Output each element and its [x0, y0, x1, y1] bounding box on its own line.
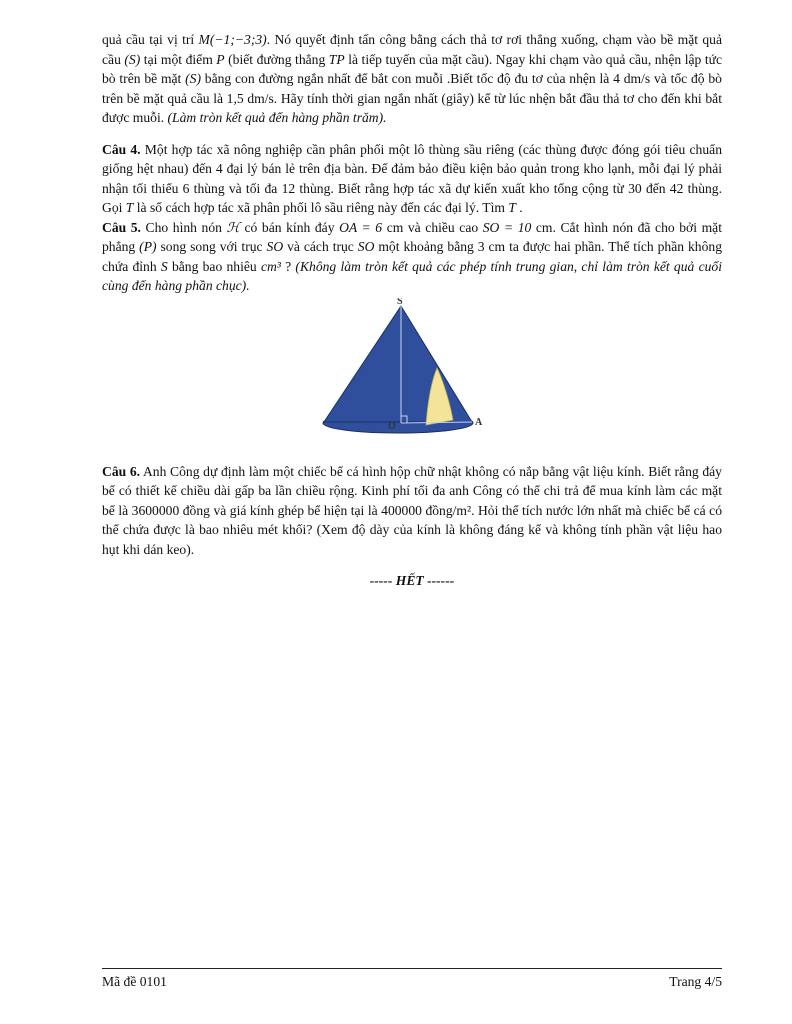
question-6-label: Câu 6.: [102, 463, 141, 479]
label-s: S: [397, 297, 403, 307]
question-5: Câu 5. Cho hình nón ℋ có bán kính đáy OA = 6 cm và chiều cao SO = 10 cm. Cắt hình nón đã cho bởi mặt phẳng (P) song song với trục SO và cách trục SO một khoảng bằng 3 cm ta được hai phần. Thể tích phần không chứa đỉnh S bằng bao nhiêu cm³ ? (Không làm tròn kết quả các phép tính trung gian, chỉ làm tròn kết quả cuối cùng đến hàng phần chục).: [102, 219, 722, 293]
question-4-label: Câu 4.: [102, 141, 141, 157]
cone-figure: [320, 298, 500, 448]
exam-code: Mã đề 0101: [102, 974, 167, 989]
page-content: [102, 30, 722, 591]
question-3-continuation: quả cầu tại vị trí M(−1;−3;3). Nó quyết định tấn công bằng cách thả tơ rơi thẳng xuống, chạm vào bề mặt quả cầu (S) tại một điểm P (biết đường thẳng TP là tiếp tuyến của mặt cầu). Ngay khi chạm vào quả cầu, nhện lập tức bò trên bề mặt (S) bằng con đường ngắn nhất để bắt con muỗi .Biết tốc độ đu tơ của nhện là 4 dm/s và tốc độ bò trên bề mặt quả cầu là 1,5 dm/s. Hãy tính thời gian ngắn nhất (giây) kể từ lúc nhện bắt đầu thả tơ cho đến khi bắt được muỗi. (Làm tròn kết quả đến hàng phần trăm).: [102, 32, 723, 125]
page-footer: [102, 968, 722, 990]
question-5-label: Câu 5.: [102, 219, 141, 235]
question-4: Câu 4. Một hợp tác xã nông nghiệp cần phân phối một lô thùng sầu riêng (các thùng được đóng gói tiêu chuẩn giống hệt nhau) đến 4 đại lý bán lẻ trên địa bàn. Để đảm bảo điều kiện bảo quản trong kho lạnh, mỗi đại lý phải nhận tối thiểu 6 thùng và tối đa 12 thùng. Biết rằng hợp tác xã dự kiến xuất kho tổng cộng từ 30 đến 42 thùng. Gọi T là số cách hợp tác xã phân phối lô sầu riêng này đến các đại lý. Tìm T .: [102, 141, 722, 215]
question-6: Câu 6. Anh Công dự định làm một chiếc bể cá hình hộp chữ nhật không có nắp bằng vật liệu kính. Biết rằng đáy bể có thiết kế chiều dài gấp ba lần chiều rộng. Kinh phí tối đa anh Công có thể chi trả để mua kính làm các mặt bể là 3600000 đồng và giá kính ghép bể hiện tại là 400000 đồng/m². Hỏi thể tích nước lớn nhất mà chiếc bể cá có thể chứa được là bao nhiêu mét khối? (Xem độ dày của kính là không đáng kể và không tính phần vật liệu hao hụt khi dán keo).: [102, 463, 722, 557]
page-number: Trang 4/5: [669, 974, 722, 989]
end-marker: ----- HẾT ------: [369, 573, 455, 588]
label-a: A: [475, 416, 483, 428]
label-o: O: [388, 420, 396, 432]
